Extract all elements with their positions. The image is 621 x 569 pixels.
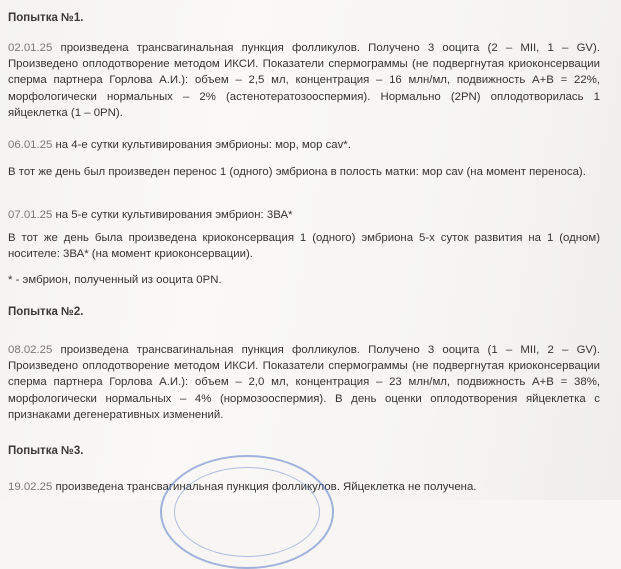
attempt-1-paragraph-3 xyxy=(8,164,600,180)
attempt-1-title: Попытка №1. xyxy=(8,12,84,24)
paragraph-text: на 4-е сутки культивирования эмбрионы: мор, мор cav*. xyxy=(52,139,351,151)
stamp-icon xyxy=(160,455,334,569)
paragraph-text: * - эмбрион, полученный из ооцита 0PN. xyxy=(8,274,222,286)
attempt-2-title: Попытка №2. xyxy=(8,306,84,318)
paragraph-text: произведена трансвагинальная пункция фолликулов. Получено 3 ооцита (2 – MII, 1 – GV). Произведено оплодотворение методом ИКСИ. Показатели спермограммы (не подвергнутая криоконсервации сперма партнера Горлова А.И.): объем – 2,5 мл, концентрация – 16 млн/мл, подвижность А+В = 22%, морфологически нормальных – 2% (астенотератозооспермия). Нормально (2PN) оплодотворилась 1 яйцеклетка (1 – 0PN). xyxy=(8,42,600,119)
attempt-1-paragraph-5 xyxy=(8,230,600,262)
paragraph-text: В тот же день была произведена криоконсервация 1 (одного) эмбриона 5-х суток развития на 1 (одном) носителе: 3ВА* (на момент криоконсервации). xyxy=(8,232,600,261)
paragraph-text: В тот же день был произведен перенос 1 (одного) эмбриона в полость матки: мор cav (на момент переноса). xyxy=(8,166,586,178)
attempt-1-paragraph-1 xyxy=(8,40,600,121)
attempt-3-title: Попытка №3. xyxy=(8,445,84,457)
paragraph-text: на 5-е сутки культивирования эмбрион: 3ВА* xyxy=(52,209,293,221)
paragraph-text: произведена трансвагинальная пункция фолликулов. Получено 3 ооцита (1 – MII, 2 – GV). Произведено оплодотворение методом ИКСИ. Показатели спермограммы (не подвергнутая криоконсервации сперма партнера Горлова А.И.): объем – 2,0 мл, концентрация – 23 млн/мл, подвижность А+В = 38%, морфологически нормальных – 4% (нормозооспермия). В день оценки оплодотворения яйцеклетка с признаками дегенеративных изменений. xyxy=(8,344,600,421)
date: 06.01.25 xyxy=(8,139,53,151)
attempt-2-paragraph-1 xyxy=(8,342,600,423)
date: 19.02.25 xyxy=(8,481,53,493)
date: 08.02.25 xyxy=(8,344,53,356)
date: 02.01.25 xyxy=(8,42,53,54)
date: 07.01.25 xyxy=(8,209,53,221)
attempt-1-footnote xyxy=(8,272,600,288)
attempt-1-paragraph-2 xyxy=(8,137,600,153)
paragraph-text: произведена трансвагинальная пункция фолликулов. Яйцеклетка не получена. xyxy=(52,481,477,493)
attempt-1-paragraph-4 xyxy=(8,207,600,223)
